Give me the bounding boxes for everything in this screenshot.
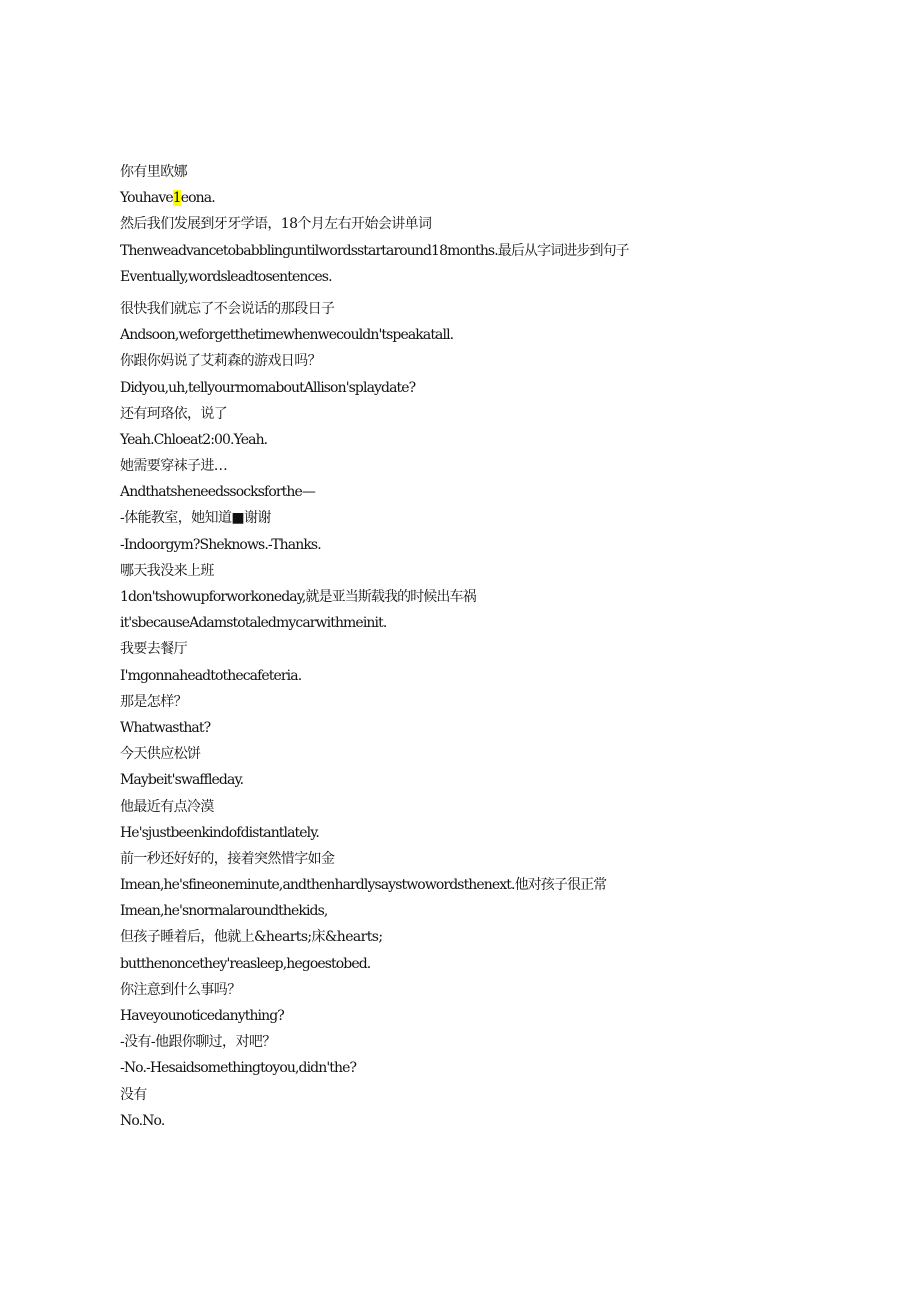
text-line: Whatwasthat? [120, 719, 211, 736]
text-line: 但孩子睡着后，他就上&hearts;床&hearts; [120, 929, 383, 946]
text-line: Maybeit'swaffleday. [120, 772, 244, 789]
text-line: 我要去餐厅 [120, 641, 187, 658]
text-line: it'sbecauseAdamstotaledmycarwithmeinit. [120, 615, 387, 632]
text-line: 她需要穿袜子进… [120, 458, 228, 475]
text-line: Haveyounoticedanything? [120, 1008, 284, 1024]
text-line: 很快我们就忘了不会说话的那段日子 [120, 300, 335, 317]
text-line: -No.-Hesaidsomethingtoyou,didn'the? [120, 1060, 357, 1077]
text-line: No.No. [120, 1112, 165, 1129]
text-line: -没有-他跟你聊过，对吧？ [120, 1034, 276, 1051]
text-line: 哪天我没来上班 [120, 562, 214, 579]
text-line: 没有 [120, 1086, 147, 1103]
subtitle-text-block [120, 159, 900, 1134]
text-line: 你跟你妈说了艾莉森的游戏日吗？ [120, 353, 321, 370]
text-line: 你注意到什么事吗？ [120, 981, 241, 998]
text-line: Andsoon,weforgetthetimewhenwecouldn'tspeakatall. [120, 327, 454, 344]
text-line: 还有珂珞依，说了 [120, 405, 228, 422]
text-line: Thenweadvancetobabblinguntilwordsstartaround18months.最后从字词进步到句子 [120, 242, 629, 259]
text-line: Didyou,uh,tellyourmomaboutAllison'splaydate? [120, 379, 416, 396]
text-line: 他最近有点冷漠 [120, 798, 214, 815]
text-line: 前一秒还好好的，接着突然惜字如金 [120, 850, 335, 867]
text-line: He'sjustbeenkindofdistantlately. [120, 824, 319, 841]
text-line: Imean,he'sfineoneminute,andthenhardlysaystwowordsthenext.他对孩子很正常 [120, 877, 607, 894]
text-line: 你有里欧娜 [120, 164, 187, 180]
text-line: -Indoorgym?Sheknows.-Thanks. [120, 536, 321, 553]
text-fragment: eona. [180, 190, 215, 207]
text-fragment: Youhave [120, 190, 173, 207]
text-line: 1don'tshowupforworkoneday,就是亚当斯载我的时候出车祸 [120, 589, 476, 605]
text-line: Andthatsheneedssocksforthe— [120, 484, 315, 501]
text-line [120, 185, 900, 211]
text-line: Eventually,wordsleadtosentences. [120, 268, 332, 285]
text-line: 那是怎样？ [120, 693, 187, 710]
text-line: -体能教室，她知道■谢谢 [120, 510, 271, 527]
text-line: 然后我们发展到牙牙学语，18个月左右开始会讲单词 [120, 216, 432, 233]
text-line: 今天供应松饼 [120, 746, 201, 763]
text-line: Yeah.Chloeat2:00.Yeah. [120, 431, 268, 448]
text-line: Imean,he'snormalaroundthekids, [120, 903, 328, 920]
highlighted-text: 1 [172, 190, 181, 207]
text-line: I'mgonnaheadtothecafeteria. [120, 667, 302, 684]
text-line: butthenoncethey'reasleep,hegoestobed. [120, 955, 371, 972]
